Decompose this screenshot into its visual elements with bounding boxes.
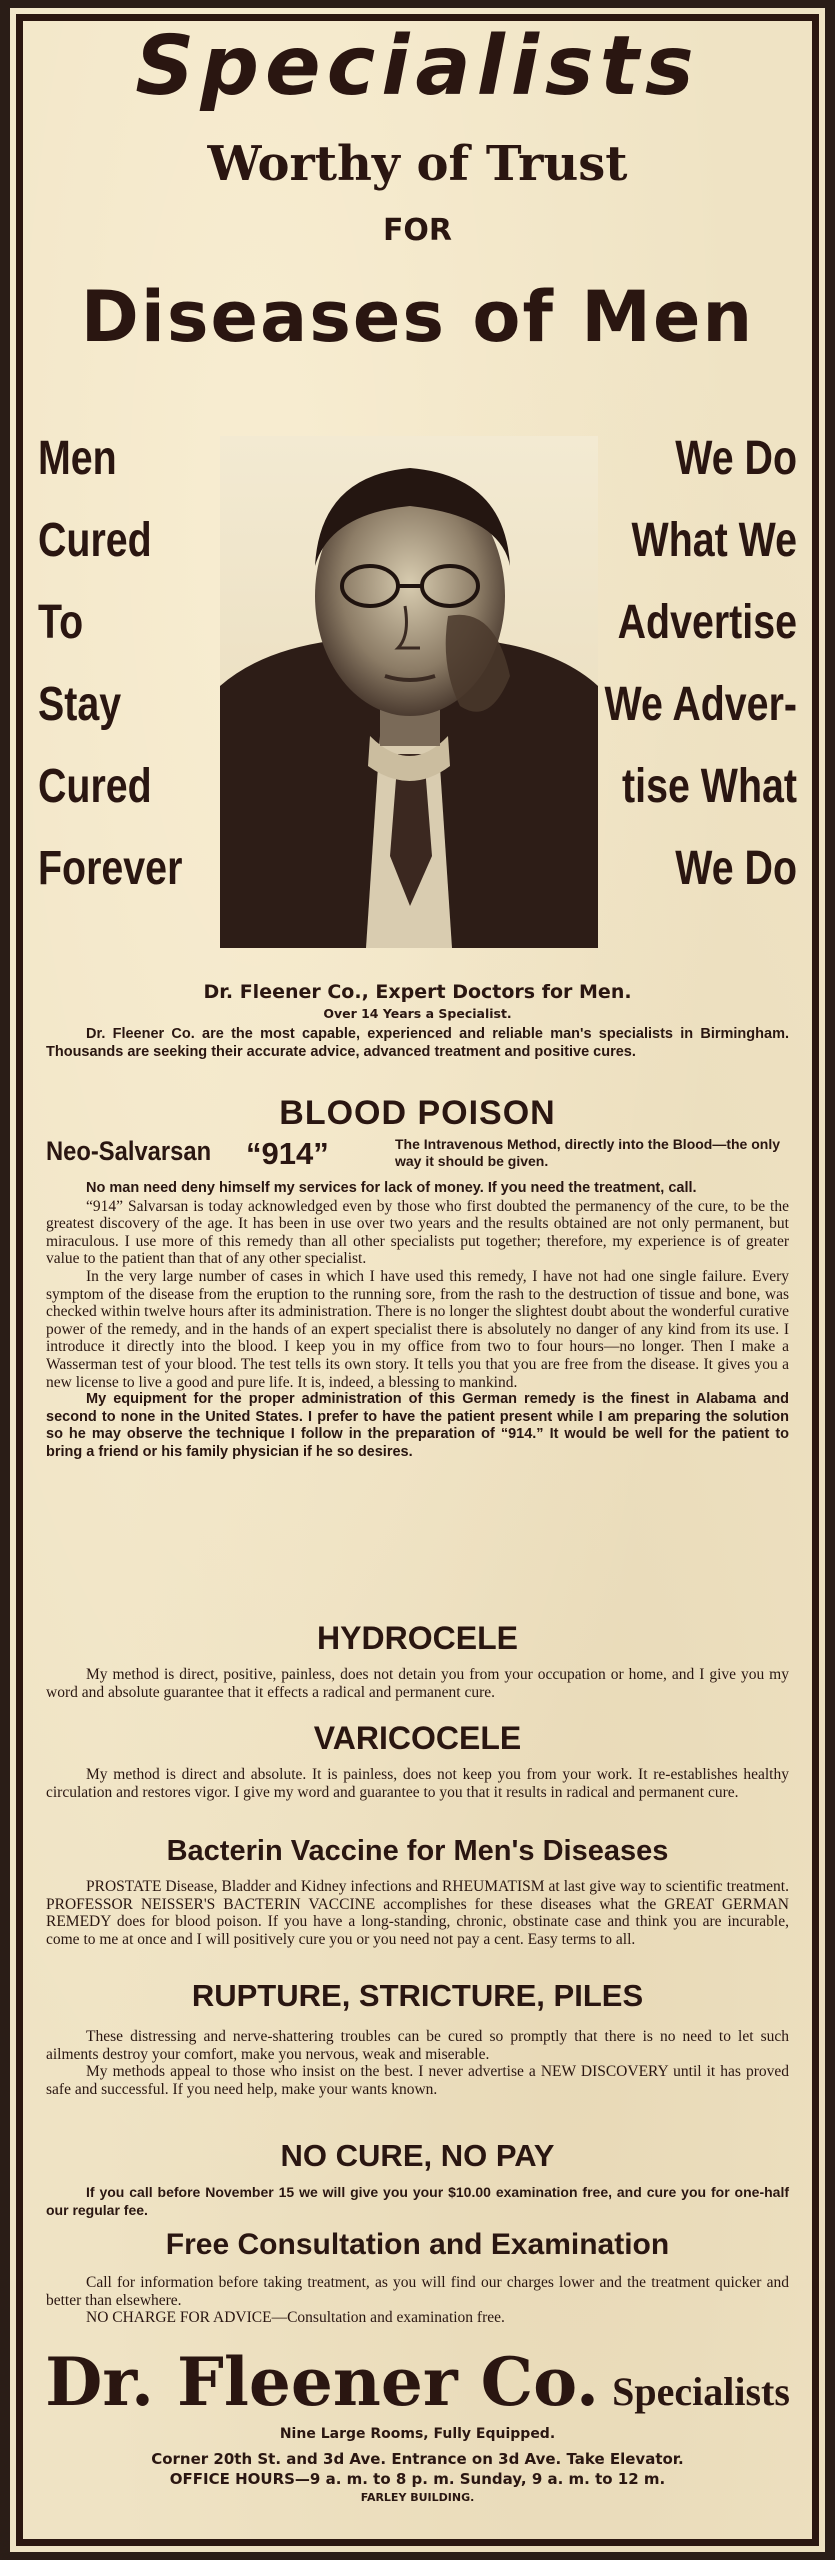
left-column-slogan: [38, 418, 210, 910]
drug-name-row: [46, 1136, 356, 1171]
right-slogan-line: We Do: [675, 842, 797, 895]
rupture-paragraph: These distressing and nerve-shattering troubles can be cured so promptly that there is no need to let such ailments destroy your comfort, make you nervous, weak and miserable.: [46, 2028, 789, 2063]
left-slogan-line: Men: [38, 432, 117, 485]
hydrocele-title: HYDROCELE: [317, 1620, 518, 1656]
intro-text: [46, 1026, 789, 1061]
varicocele-title: VARICOCELE: [313, 1720, 522, 1756]
bacterin-title: Bacterin Vaccine for Men's Diseases: [166, 1835, 669, 1867]
right-slogan-line: Advertise: [617, 596, 797, 649]
blood-poison-paragraph: My equipment for the proper administration of this German remedy is the finest in Alabama and second to none in the United States. I prefer to have the patient present while I am preparing the solution so he may observe the technique I follow in the preparation of “914.” It would be well for the patient to bring a friend or his family physician if he so desires.: [46, 1391, 789, 1460]
headline: Specialists: [135, 19, 700, 114]
footer-specialists: Specialists: [612, 2369, 790, 2414]
no-cure-title: NO CURE, NO PAY: [280, 2138, 555, 2173]
footer-hours: OFFICE HOURS—9 a. m. to 8 p. m. Sunday, 9 a. m. to 12 m.: [169, 2470, 666, 2488]
drug-number: “914”: [246, 1136, 329, 1171]
intro-paragraph: Dr. Fleener Co. are the most capable, experienced and reliable man's specialists in Birmingham. Thousands are seeking their accurate advice, advanced treatment and positive cures.: [46, 1026, 789, 1060]
right-slogan-line: We Adver-: [604, 678, 797, 731]
right-column-slogan: [600, 418, 797, 910]
varicocele-body: [46, 1766, 789, 1801]
footer-name-row: [10, 2343, 825, 2421]
consultation-body: [46, 2274, 789, 2327]
bacterin-paragraph: PROSTATE Disease, Bladder and Kidney infections and RHEUMATISM at last give way to scientific treatment. PROFESSOR NEISSER'S BACTERIN VACCINE accomplishes for these diseases what the GREAT GERMAN REMEDY does for blood poison. If you have a long-standing, chronic, obstinate case and think you are incurable, come to me at once and I will positively cure you or you need not pay a cent. Easy terms to all.: [46, 1878, 789, 1948]
company-line: Dr. Fleener Co., Expert Doctors for Men.: [203, 981, 632, 1003]
blood-poison-body: [46, 1180, 789, 1462]
no-cure-body: [46, 2184, 789, 2219]
blood-poison-title: BLOOD POISON: [279, 1094, 556, 1132]
rupture-body: [46, 2028, 789, 2098]
footer-company-name: Dr. Fleener Co.: [45, 2343, 600, 2421]
right-slogan-line: What We: [631, 514, 797, 567]
blood-poison-paragraph: No man need deny himself my services for lack of money. If you need the treatment, call.: [86, 1180, 697, 1196]
drug-name: Neo-Salvarsan: [46, 1136, 212, 1166]
newspaper-advertisement: [10, 8, 825, 2552]
left-slogan-line: Cured: [38, 514, 152, 567]
rupture-paragraph: My methods appeal to those who insist on the best. I never advertise a NEW DISCOVERY until it has proved safe and successful. If you need help, make your wants known.: [46, 2063, 789, 2098]
bacterin-body: [46, 1878, 789, 1948]
experience-line: Over 14 Years a Specialist.: [323, 1006, 512, 1021]
hydrocele-body: [46, 1666, 789, 1701]
footer-address: Corner 20th St. and 3d Ave. Entrance on 3d Ave. Take Elevator.: [151, 2450, 684, 2468]
consultation-title: Free Consultation and Examination: [165, 2228, 670, 2261]
left-slogan-line: To: [38, 596, 84, 649]
main-title: Diseases of Men: [80, 276, 755, 358]
for-text: FOR: [382, 213, 453, 248]
footer-building: FARLEY BUILDING.: [360, 2491, 475, 2504]
method-note: The Intravenous Method, directly into the Blood—the only way it should be given.: [395, 1136, 781, 1169]
no-charge-line: NO CHARGE FOR ADVICE—Consultation and examination free.: [86, 2309, 505, 2327]
varicocele-paragraph: My method is direct and absolute. It is painless, does not keep you from your work. It re-establishes healthy circulation and restores vigor. I give my word and guarantee to you that it results in radical and permanent cure.: [46, 1766, 789, 1801]
consultation-paragraph: Call for information before taking treatment, as you will find our charges lower and the treatment quicker and better than elsewhere.: [46, 2274, 789, 2309]
subheadline: Worthy of Trust: [207, 136, 628, 192]
footer-rooms: Nine Large Rooms, Fully Equipped.: [279, 2426, 556, 2442]
doctor-portrait: [220, 436, 598, 948]
rupture-title: RUPTURE, STRICTURE, PILES: [191, 1978, 644, 2013]
no-cure-paragraph: If you call before November 15 we will give you your $10.00 examination free, and cure you for one-half our regular fee.: [46, 2184, 789, 2218]
hydrocele-paragraph: My method is direct, positive, painless, does not detain you from your occupation or home, and I give you my word and absolute guarantee that it effects a radical and permanent cure.: [46, 1666, 789, 1701]
right-slogan-line: tise What: [622, 760, 797, 813]
blood-poison-paragraph: In the very large number of cases in which I have used this remedy, I have not had one single failure. Every symptom of the disease from the eruption to the running sore, from the rash to the destruction of tissue and bone, was checked within twelve hours after its administration. There is no longer the slightest doubt about the wonderful curative power of the remedy, and in the hands of an expert specialist there is absolutely no danger of any kind from its use. I introduce it directly into the blood. I keep you in my office from two to four hours—no longer. Then I make a Wasserman test of your blood. The test tells its own story. It tells you that you are free from the disease. It gives you a new license to live a good and pure life. It is, indeed, a blessing to mankind.: [46, 1267, 789, 1391]
left-slogan-line: Stay: [38, 678, 122, 731]
blood-poison-paragraph: “914” Salvarsan is today acknowledged even by those who first doubted the permanency of the cure, to be the greatest discovery of the age. It has been in use over two years and the results obtained are not only permanent, but miraculous. I use more of this remedy than all other specialists put together; therefore, my experience is of greater value to the patient than that of any other specialist.: [46, 1197, 789, 1268]
left-slogan-line: Forever: [38, 842, 183, 895]
right-slogan-line: We Do: [675, 432, 797, 485]
left-slogan-line: Cured: [38, 760, 152, 813]
